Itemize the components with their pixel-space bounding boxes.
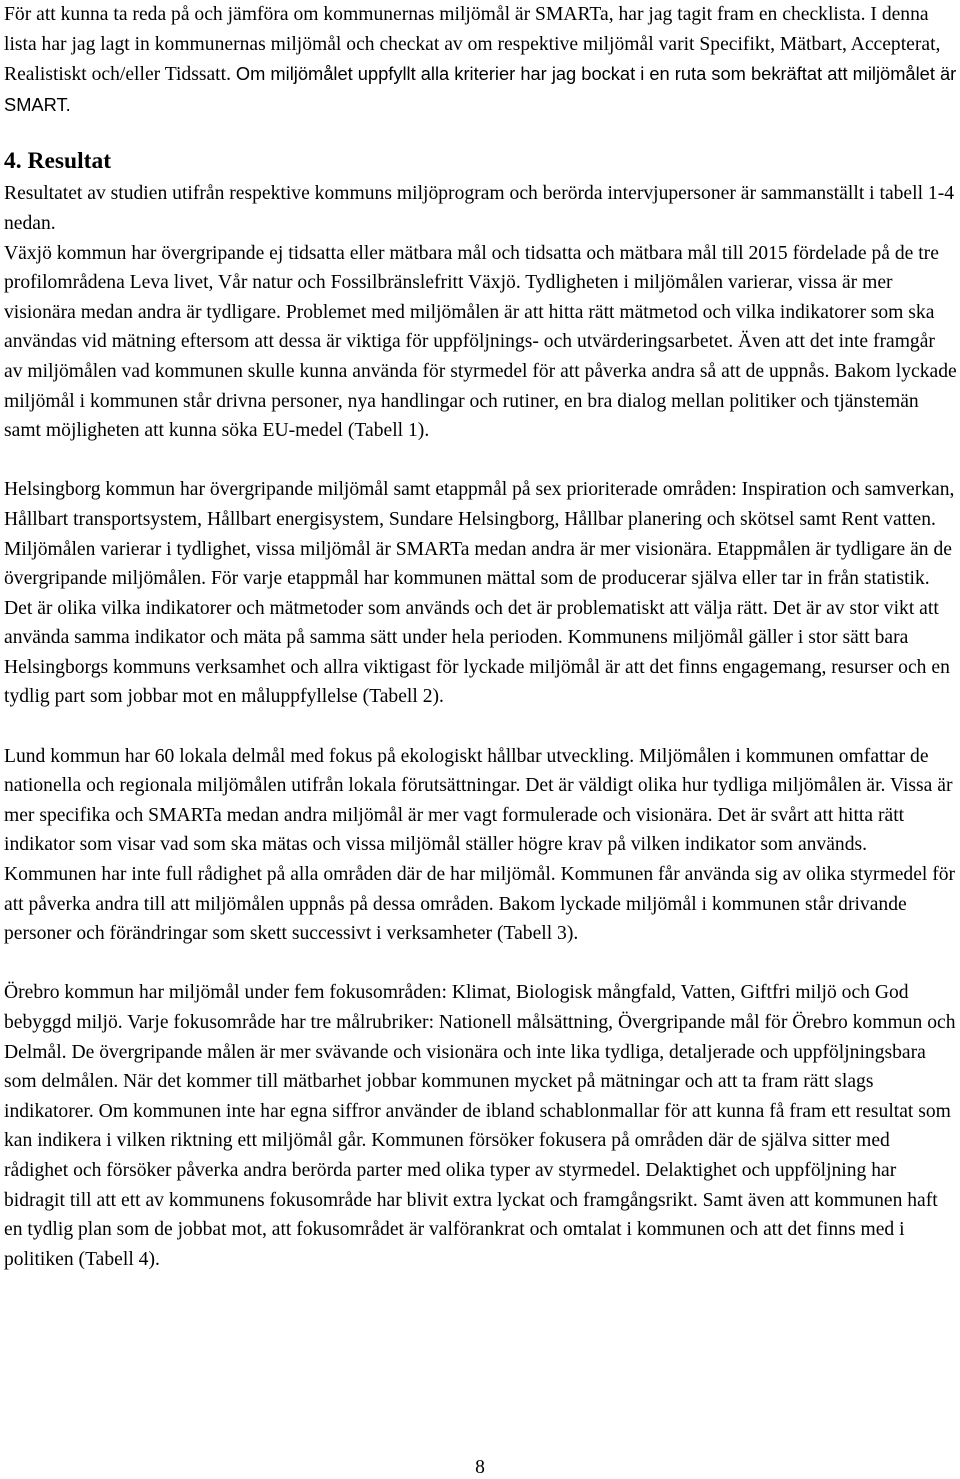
section-heading: 4. Resultat (4, 148, 112, 175)
document-page (4, 0, 958, 1274)
paragraph-helsingborg: Helsingborg kommun har övergripande miljömål samt etappmål på sex prioriterade områden: Inspiration och samverkan, Hållbart transportsystem, Hållbart energisystem, Sundare Helsingborg, Hållbar planering och skötsel samt Rent vatten. Miljömålen varierar i tydlighet, vissa miljömål är SMARTa medan andra är mer visionära. Etappmålen är tydligare än de övergripande miljömålen. För varje etappmål har kommunen mättal som de producerar själva eller tar in från statistik. Det är olika vilka indikatorer och mätmetoder som används och det är problematiskt att välja rätt. Det är av stor vikt att använda samma indikator och mäta på samma sätt under hela perioden. Kommunens miljömål gäller i stor sätt bara Helsingborgs kommuns verksamhet och allra viktigast för lyckade miljömål är att det finns engagemang, resurser och en tydlig part som jobbar mot en måluppfyllelse (Tabell 2). (4, 479, 955, 708)
intro-paragraph (4, 0, 958, 120)
section-intro-paragraph: Resultatet av studien utifrån respektive kommuns miljöprogram och berörda intervjupersoner är sammanställt i tabell 1-4 nedan. (4, 183, 955, 234)
paragraph-orebro: Örebro kommun har miljömål under fem fokusområden: Klimat, Biologisk mångfald, Vatten, Giftfri miljö och God bebyggd miljö. Varje fokusområde har tre målrubriker: Nationell målsättning, Övergripande mål för Örebro kommun och Delmål. De övergripande målen är mer svävande och visionära och inte lika tydliga, detaljerade och uppföljningsbara som delmålen. När det kommer till mätbarhet jobbar kommunen mycket på mätningar och att ta fram rätt slags indikatorer. Om kommunen inte har egna siffror använder de ibland schablonmallar för att kunna få fram ett resultat som kan indikera i vilken riktning ett miljömål går. Kommunen försöker fokusera på områden där de själva sitter med rådighet och försöker påverka andra berörda parter med olika typer av styrmedel. Delaktighet och uppföljning har bidragit till att ett av kommunens fokusområde har blivit extra lyckat och framgångsrikt. Samt även att kommunen haft en tydlig plan som de jobbat mot, att fokusområdet är valförankrat och omtalat i kommunen och att det finns med i politiken (Tabell 4). (4, 982, 956, 1270)
paragraph-lund: Lund kommun har 60 lokala delmål med fokus på ekologiskt hållbar utveckling. Miljömålen i kommunen omfattar de nationella och regionala miljömålen utifrån lokala förutsättningar. Det är väldigt olika hur tydliga miljömålen är. Vissa är mer specifika och SMARTa medan andra miljömål är mer vagt formulerade och visionära. Det är svårt att hitta rätt indikator som visar vad som ska mätas och vissa miljömål ställer högre krav på vilken indikator som används. Kommunen har inte full rådighet på alla områden där de har miljömål. Kommunen får använda sig av olika styrmedel för att påverka andra till att miljömålen uppnås på dessa områden. Bakom lyckade miljömål i kommunen står drivande personer och förändringar som skett successivt i verksamheter (Tabell 3). (4, 745, 956, 945)
intro-text-sans: Om miljömålet uppfyllt alla kriterier har jag bockat i en ruta som bekräftat att miljömålet är SMART. (4, 63, 957, 115)
intro-text: För att kunna ta reda på och jämföra om kommunernas miljömål är SMARTa, har jag tagit fram en checklista. I denna lista har jag lagt in kommunernas miljömål och checkat av om respektive miljömål varit Specifikt, Mätbart, Accepterat, Realistiskt och/eller Tidssatt. (4, 4, 941, 86)
page-number: 8 (475, 1457, 485, 1478)
paragraph-vaxjo: Växjö kommun har övergripande ej tidsatta eller mätbara mål och tidsatta och mätbara mål till 2015 fördelade på de tre profilområdena Leva livet, Vår natur och Fossilbränslefritt Växjö. Tydligheten i miljömålen varierar, vissa är mer visionära medan andra är tydligare. Problemet med miljömålen är att hitta rätt mätmetod och vilka indikatorer som ska användas vid mätning eftersom att dessa är viktiga för uppföljnings- och utvärderingsarbetet. Även att det inte framgår av miljömålen vad kommunen skulle kunna använda för styrmedel för att påverka andra så att de uppnås. Bakom lyckade miljömål i kommunen står drivna personer, nya handlingar och rutiner, en bra dialog mellan politiker och tjänstemän samt möjligheten att kunna söka EU-medel (Tabell 1). (4, 242, 957, 442)
